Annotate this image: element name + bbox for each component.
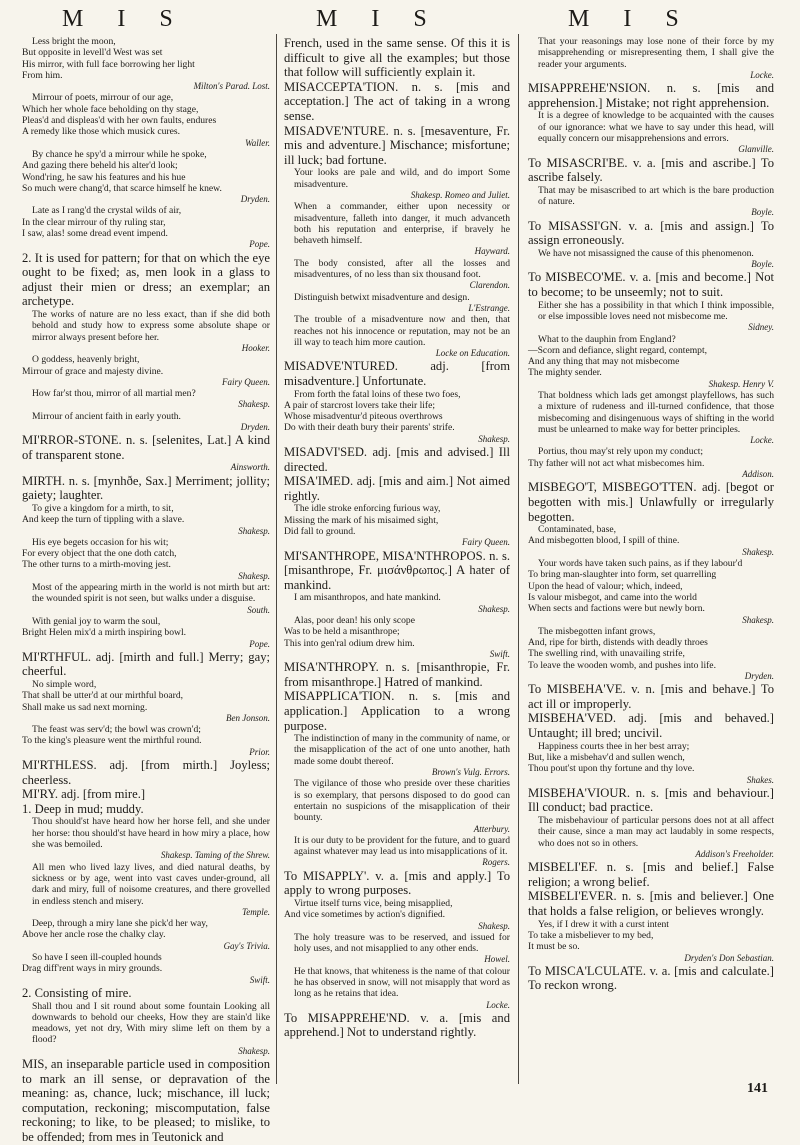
entry-definition: To MISCA'LCULATE. v. a. [mis and calculate.] To reckon wrong. <box>528 963 774 993</box>
entry-definition: 1. Deep in mud; muddy. <box>22 801 144 816</box>
quotation-text: Mirrour of ancient faith in early youth. <box>32 410 181 422</box>
citation-source: Shakesp. <box>238 525 270 536</box>
citation-source: Shakesp. Henry V. <box>708 378 774 389</box>
citation-source: Waller. <box>245 137 270 148</box>
quotation-line: A pair of starcrost lovers take their life; <box>284 399 436 411</box>
quotation-line: Upon the head of valour; which, indeed, <box>528 580 683 592</box>
quotation-text: Distinguish betwixt misadventure and design. <box>294 291 470 303</box>
citation-source: Hayward. <box>474 246 510 257</box>
citation-source: Dryden. <box>744 671 774 681</box>
citation-source: Fairy Queen. <box>462 537 510 548</box>
entry-definition: To MISAPPLY'. v. a. [mis and apply.] To apply to wrong purposes. <box>284 868 510 898</box>
quotation-line: Above her ancle rose the chalky clay. <box>22 929 166 941</box>
citation-source: Dryden's Don Sebastian. <box>684 952 774 963</box>
quotation-line: Do with their death bury their parents' strife. <box>284 422 455 434</box>
citation-source: Pope. <box>249 239 270 250</box>
quotation-text: To give a kingdom for a mirth, to sit, <box>32 502 174 514</box>
entry-definition: French, used in the same sense. Of this it is difficult to give all the examples; but those that follow will sufficiently explain it. <box>284 36 510 80</box>
entry-definition: To MISAPPREHE'ND. v. a. [mis and apprehend.] Not to understand rightly. <box>284 1010 510 1040</box>
running-head-left: M I S <box>62 6 187 32</box>
citation-source: Shakesp. <box>742 546 774 557</box>
citation-source: Swift. <box>489 648 510 659</box>
quotation-text: From forth the fatal loins of these two foes, <box>294 388 461 400</box>
citation-source: Shakesp. <box>478 920 510 931</box>
quotation-text: Virtue itself turns vice, being misapplied, <box>294 897 453 909</box>
column-rule <box>518 34 519 1084</box>
quotation-line: From him. <box>22 69 63 81</box>
citation-source: Shakesp. <box>742 614 774 625</box>
quotation-text: That your reasonings may lose none of their force by my misapprehending or misrepresenting them, I shall give the reader your arguments. <box>538 36 774 70</box>
quotation-line: To bring man-slaughter into form, set quarrelling <box>528 569 717 581</box>
quotation-text: With genial joy to warm the soul, <box>32 615 161 627</box>
quotation-line: In the clear mirrour of thy ruling star, <box>22 216 166 228</box>
quotation-text: It is our duty to be provident for the future, and to guard against whatever may lead us into misapplications of it. <box>294 834 510 858</box>
citation-source: Prior. <box>249 746 270 757</box>
entry-definition: To MISASSI'GN. v. a. [mis and assign.] To assign erroneously. <box>528 218 774 248</box>
quotation-text: The works of nature are no less exact, than if she did both behold and study how to express some absolute shape or mirror always present before her. <box>32 309 270 343</box>
entry-definition: MI'RTHFUL. adj. [mirth and full.] Merry; gay; cheerful. <box>22 649 270 679</box>
quotation-text: The misbegotten infant grows, <box>538 625 656 637</box>
citation-source: Dryden. <box>240 194 270 205</box>
quotation-line: Thou pout'st upon thy fortune and thy love. <box>528 763 695 775</box>
quotation-text: O goddess, heavenly bright, <box>32 354 140 366</box>
citation-source: L'Estrange. <box>468 302 510 313</box>
quotation-line: To the king's pleasure went the mirthful round. <box>22 735 202 747</box>
quotation-text: Late as I rang'd the crystal wilds of air, <box>32 205 182 217</box>
quotation-line: And vice sometimes by action's dignified. <box>284 909 446 921</box>
quotation-text: That boldness which lads get amongst playfellows, has such a mixture of rudeness and ill-turned confidence, that those misbecoming and disingenuous ways of shifting in the world must be unlearned to make way for better principles. <box>538 389 774 435</box>
quotation-text: Shall thou and I sit round about some fountain Looking all downwards to behold our cheeks, How they are stain'd like meadows, yet not dry, With miry slime left on them by a flood? <box>32 1000 270 1046</box>
entry-definition: MISBEGO'T, MISBEGO'TTEN. adj. [begot or begotten with mis.] Unlawfully or irregularly begotten. <box>528 480 774 524</box>
quotation-text: Contaminated, base, <box>538 524 617 536</box>
quotation-line: And gazing there beheld his alter'd look; <box>22 160 178 172</box>
quotation-line: That shall be utter'd at our mirthful board, <box>22 690 184 702</box>
citation-source: Rogers. <box>482 857 510 868</box>
quotation-text: Your words have taken such pains, as if they labour'd <box>538 558 743 570</box>
quotation-line: The mighty sender. <box>528 367 602 379</box>
entry-definition: MISA'IMED. adj. [mis and aim.] Not aimed rightly. <box>284 474 510 503</box>
quotation-line: Did fall to ground. <box>284 526 356 538</box>
quotation-line: Shall make us sad next morning. <box>22 701 148 713</box>
quotation-text: Mirrour of poets, mirrour of our age, <box>32 92 174 104</box>
citation-source: Shakesp. Romeo and Juliet. <box>410 189 510 200</box>
entry-definition: MISA'NTHROPY. n. s. [misanthropie, Fr. from misanthrope.] Hatred of mankind. <box>284 660 510 689</box>
citation-source: Fairy Queen. <box>222 376 270 387</box>
quotation-line: To take a misbeliever to my bed, <box>528 929 654 941</box>
quotation-text: That may be misascribed to art which is the bare production of nature. <box>538 184 774 208</box>
quotation-text: The feast was serv'd; the bowl was crown'd; <box>32 724 201 736</box>
citation-source: Howel. <box>484 954 510 965</box>
citation-source: South. <box>247 604 270 615</box>
quotation-line: Mirrour of grace and majesty divine. <box>22 365 164 377</box>
citation-source: Ben Jonson. <box>226 712 270 723</box>
quotation-line: Bright Helen mix'd a mirth inspiring bowl. <box>22 627 187 639</box>
citation-source: Hooker. <box>241 342 270 353</box>
citation-source: Locke. <box>750 69 774 80</box>
running-head-center: M I S <box>316 6 441 32</box>
quotation-text: The indistinction of many in the community of name, or the misapplication of the act of one unto another, hath made some doubt thereof. <box>294 733 510 767</box>
quotation-text: Thou should'st have heard how her horse fell, and she under her horse: thou should'st have heard in how miry a place, how she was bemoiled. <box>32 816 270 851</box>
quotation-text: When a commander, either upon necessity or misadventure, falleth into danger, it much advanceth both his reputation and enterprise, if bravely he behaveth himself. <box>294 201 510 247</box>
quotation-text: How far'st thou, mirror of all martial men? <box>32 388 196 400</box>
citation-source: Boyle. <box>751 259 774 270</box>
quotation-text: Yes, if I drew it with a curst intent <box>538 918 669 930</box>
quotation-line: Wond'ring, he saw his features and his hue <box>22 171 186 183</box>
quotation-text: His eye begets occasion for his wit; <box>32 536 169 548</box>
quotation-line: For every object that the one doth catch, <box>22 548 177 560</box>
entry-definition: MISAPPREHE'NSION. n. s. [mis and apprehension.] Mistake; not right apprehension. <box>528 81 774 110</box>
quotation-text: We have not misassigned the cause of this phenomenon. <box>538 247 754 259</box>
entry-definition: MISADVE'NTURE. n. s. [mesaventure, Fr. mis and adventure.] Mischance; misfortune; ill luck; bad fortune. <box>284 123 510 167</box>
quotation-line: Drag diff'rent ways in miry grounds. <box>22 963 163 975</box>
entry-definition: MI'RTHLESS. adj. [from mirth.] Joyless; cheerless. <box>22 758 270 787</box>
citation-source: Locke. <box>750 435 774 446</box>
quotation-text: He that knows, that whiteness is the name of that colour he has observed in snow, will not misapply that word as long as he retains that idea. <box>294 965 510 1000</box>
quotation-line: Whose misadventur'd piteous overthrows <box>284 411 443 423</box>
quotation-line: Was to be held a misanthrope; <box>284 626 400 638</box>
quotation-line: Missing the mark of his misaimed sight, <box>284 514 439 526</box>
quotation-line: But, like a misbehav'd and sullen wench, <box>528 751 685 763</box>
quotation-text: The idle stroke enforcing furious way, <box>294 503 441 515</box>
quotation-line: But opposite in levell'd West was set <box>22 47 163 59</box>
citation-source: Atterbury. <box>473 823 510 834</box>
quotation-text: Most of the appearing mirth in the world is not mirth but art: the wounded spirit is not seen, but walks under a disguise. <box>32 582 270 605</box>
page-number: 141 <box>747 1081 768 1096</box>
citation-source: Shakesp. <box>238 399 270 410</box>
quotation-line: A remedy like those which musick cures. <box>22 126 180 138</box>
quotation-line: And keep the turn of tippling with a slave. <box>22 514 185 526</box>
quotation-line: So much were chang'd, that scarce himself he knew. <box>22 182 222 194</box>
entry-definition: MISBEHA'VED. adj. [mis and behaved.] Untaught; ill bred; uncivil. <box>528 711 774 741</box>
quotation-text: Happiness courts thee in her best array; <box>538 740 690 752</box>
entry-definition: MISBELI'EVER. n. s. [mis and believer.] One that holds a false religion, or believes wrongly. <box>528 889 774 919</box>
quotation-line: This into gen'ral odium drew him. <box>284 637 415 649</box>
citation-source: Dryden. <box>240 421 270 432</box>
quotation-line: —Scorn and defiance, slight regard, contempt, <box>528 344 708 356</box>
citation-source: Locke. <box>486 999 510 1010</box>
citation-source: Locke on Education. <box>435 348 510 359</box>
quotation-text: All men who lived lazy lives, and died natural deaths, by sickness or by age, went into vast caves under-ground, all dark and miry, full of noisome creatures, and there grovelled in endless stench and misery. <box>32 861 270 907</box>
entry-definition: MIRTH. n. s. [mynhðe, Sax.] Merriment; jollity; gaiety; laughter. <box>22 473 270 503</box>
quotation-text: Portius, thou may'st rely upon my conduct; <box>538 446 704 458</box>
quotation-line: To leave the wooden womb, and pushes into life. <box>528 659 716 671</box>
quotation-text: I am misanthropos, and hate mankind. <box>294 592 441 604</box>
quotation-line: When sects and factions were but newly born. <box>528 603 705 615</box>
quotation-text: Either she has a possibility in that which I think impossible, or else impossible loves need not misbecome me. <box>538 299 774 322</box>
quotation-text: What to the dauphin from England? <box>538 333 676 345</box>
entry-definition: MISADVI'SED. adj. [mis and advised.] Ill directed. <box>284 445 510 474</box>
quotation-text: The body consisted, after all the losses and misadventures, of no less than six thousand foot. <box>294 257 510 281</box>
entry-definition: 2. Consisting of mire. <box>22 985 132 1000</box>
quotation-line: And misbegotten blood, I spill of thine. <box>528 535 680 547</box>
citation-source: Clarendon. <box>469 280 510 291</box>
column-middle <box>284 36 510 1096</box>
entry-definition: 2. It is used for pattern; for that on which the eye ought to be fixed; as, men look in a glass to adjust their mien or dress; an exemplar; an archetype. <box>22 250 270 309</box>
quotation-line: The swelling rind, with unavailing strife, <box>528 648 685 660</box>
running-head-right: M I S <box>568 6 693 32</box>
citation-source: Shakes. <box>746 774 774 785</box>
column-left <box>22 36 270 1144</box>
quotation-text: The trouble of a misadventure now and then, that reaches not his innocence or reputation, may not be an ill way to teach him more caution. <box>294 314 510 348</box>
quotation-line: It must be so. <box>528 941 580 953</box>
quotation-line: Thy father will not act what misbecomes him. <box>528 457 705 469</box>
quotation-text: No simple word, <box>32 679 97 690</box>
citation-source: Shakesp. Taming of the Shrew. <box>160 850 270 861</box>
entry-definition: MI'RROR-STONE. n. s. [selenites, Lat.] A kind of transparent stone. <box>22 433 270 462</box>
entry-definition: MISADVE'NTURED. adj. [from misadventure.] Unfortunate. <box>284 359 510 388</box>
entry-definition: To MISBECO'ME. v. a. [mis and become.] Not to become; to be unseemly; not to suit. <box>528 270 774 300</box>
citation-source: Milton's Parad. Lost. <box>193 81 270 92</box>
quotation-text: The holy treasure was to be reserved, and issued for holy uses, and not misapplied to any other ends. <box>294 931 510 955</box>
citation-source: Shakesp. <box>238 570 270 581</box>
quotation-text: Less bright the moon, <box>32 36 116 47</box>
quotation-text: By chance he spy'd a mirrour while he spoke, <box>32 148 207 160</box>
citation-source: Gay's Trivia. <box>223 940 270 951</box>
quotation-text: The vigilance of those who preside over these charities is so exemplary, that persons disposed to do good can entertain no suspicions of the misapplication of their bounty. <box>294 778 510 824</box>
entry-definition: To MISASCRI'BE. v. a. [mis and ascribe.] To ascribe falsely. <box>528 155 774 185</box>
citation-source: Boyle. <box>751 207 774 218</box>
entry-definition: MISBELI'EF. n. s. [mis and belief.] False religion; a wrong belief. <box>528 860 774 889</box>
column-right <box>528 36 774 1096</box>
entry-definition: MIS, an inseparable particle used in composition to mark an ill sense, or depravation of the meaning: as, chance, luck; mischance, ill luck; computation, reckoning; miscomputation, false reckoning; to like, to be pleased; to mislike, to be offended; from mes in Teutonick and <box>22 1056 270 1144</box>
entry-definition: MI'SANTHROPE, MISA'NTHROPOS. n. s. [misanthrope, Fr. μισάνθρωπος.] A hater of mankind. <box>284 548 510 592</box>
entry-definition: MISBEHA'VIOUR. n. s. [mis and behaviour.] Ill conduct; bad practice. <box>528 785 774 815</box>
entry-definition: MISACCEPTA'TION. n. s. [mis and acceptation.] The act of taking in a wrong sense. <box>284 79 510 123</box>
quotation-line: His mirror, with full face borrowing her light <box>22 58 195 70</box>
citation-source: Glanville. <box>738 144 774 155</box>
quotation-line: And any thing that may not misbecome <box>528 356 680 368</box>
quotation-line: And, ripe for birth, distends with deadly throes <box>528 637 708 649</box>
citation-source: Brown's Vulg. Errors. <box>431 767 510 778</box>
entry-definition: MISAPPLICA'TION. n. s. [mis and application.] Application to a wrong purpose. <box>284 689 510 733</box>
citation-source: Shakesp. <box>478 603 510 614</box>
citation-source: Shakesp. <box>238 1045 270 1056</box>
quotation-line: The other turns to a mirth-moving jest. <box>22 559 171 571</box>
quotation-line: Is valour misbegot, and came into the world <box>528 591 697 603</box>
citation-source: Addison. <box>742 469 774 480</box>
citation-source: Swift. <box>249 974 270 985</box>
citation-source: Ainsworth. <box>230 462 270 473</box>
quotation-line: Pleas'd and displeas'd with her own faults, endures <box>22 115 217 127</box>
citation-source: Sidney. <box>748 322 774 333</box>
column-rule <box>276 34 277 1084</box>
quotation-text: Deep, through a miry lane she pick'd her way, <box>32 918 208 930</box>
quotation-text: Your looks are pale and wild, and do import Some misadventure. <box>294 167 510 190</box>
citation-source: Addison's Freeholder. <box>695 848 774 859</box>
citation-source: Pope. <box>249 638 270 649</box>
entry-definition: To MISBEHA'VE. v. n. [mis and behave.] To act ill or improperly. <box>528 682 774 711</box>
quotation-line: Which her whole face beholding on thy stage, <box>22 103 199 115</box>
citation-source: Temple. <box>242 906 270 917</box>
citation-source: Shakesp. <box>478 433 510 444</box>
quotation-text: Alas, poor dean! his only scope <box>294 615 415 626</box>
quotation-text: The misbehaviour of particular persons does not at all affect their cause, since a man may act laudably in some respects, who does not so in others. <box>538 815 774 849</box>
quotation-text: So have I seen ill-coupled hounds <box>32 952 162 964</box>
quotation-line: I saw, alas! some dread event impend. <box>22 228 168 240</box>
quotation-text: It is a degree of knowledge to be acquainted with the causes of our ignorance: what we have to say under this head, will equally concern our misapprehensions and errors. <box>538 110 774 144</box>
entry-definition: MI'RY. adj. [from mire.] <box>22 787 146 802</box>
